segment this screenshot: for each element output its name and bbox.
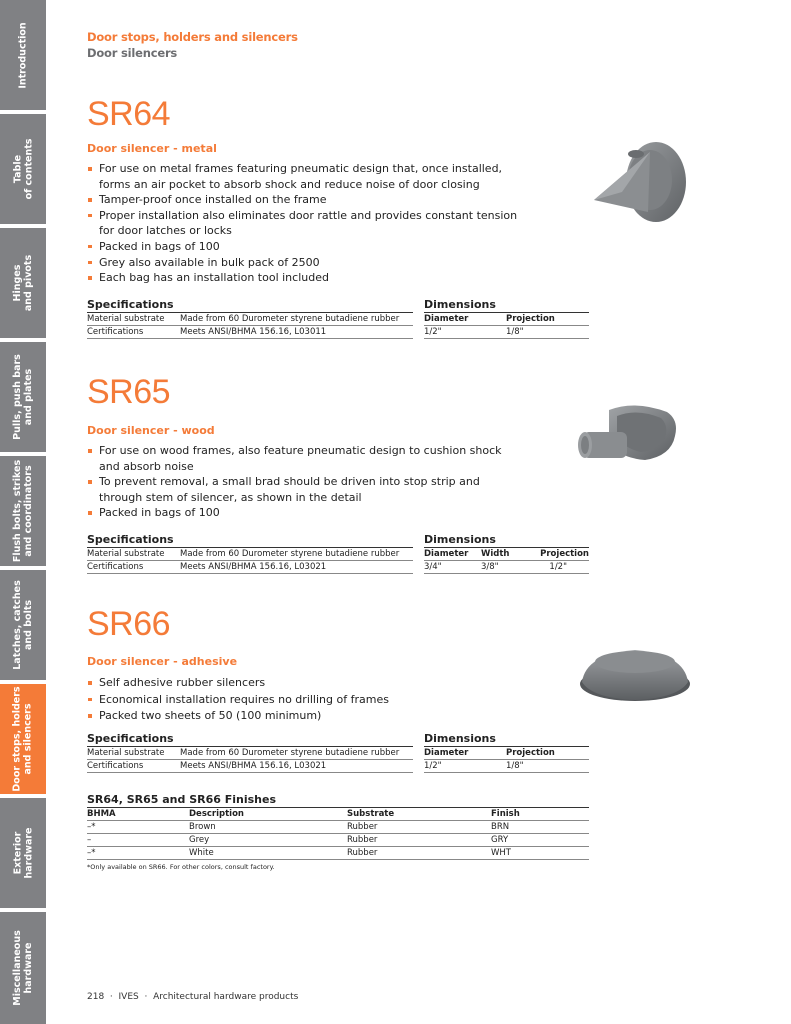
table-row [424, 548, 589, 561]
table-row [87, 808, 589, 821]
col-header: BHMA [87, 808, 189, 821]
product-sr64 [87, 96, 597, 286]
dimensions-title: Dimensions [424, 533, 589, 548]
list-item: Proper installation also eliminates door rattle and provides constant tension [87, 208, 597, 224]
list-item: through stem of silencer, as shown in the detail [99, 490, 362, 504]
sidebar-tab-exterior[interactable] [0, 798, 46, 908]
spec-label: Material substrate [87, 313, 180, 326]
sidebar-tab-label: Exterior hardware [12, 827, 35, 879]
spec-label: Certifications [87, 561, 180, 574]
spec-value: Meets ANSI/BHMA 156.16, L03021 [180, 561, 413, 574]
dimensions-sr64 [424, 298, 589, 339]
cell: Rubber [347, 821, 491, 834]
dimensions-table [424, 313, 589, 339]
footer-separator: · [141, 992, 151, 1002]
sidebar-tab-table-of-contents[interactable] [0, 114, 46, 224]
list-item: Grey also available in bulk pack of 2500 [87, 255, 597, 271]
cell: – [87, 834, 189, 847]
dim-value: 1/2" [424, 326, 506, 339]
sr66-product-image [578, 640, 693, 705]
table-row [87, 747, 413, 760]
specifications-sr64 [87, 298, 413, 339]
dimensions-title: Dimensions [424, 732, 589, 747]
cell: BRN [491, 821, 589, 834]
sidebar-tab-introduction[interactable] [0, 0, 46, 110]
specifications-sr65 [87, 533, 413, 574]
model-number: SR64 [87, 95, 171, 133]
cell: –* [87, 821, 189, 834]
list-item: Self adhesive rubber silencers [87, 675, 597, 692]
product-sr66 [87, 606, 597, 725]
sidebar-tab-pulls[interactable] [0, 342, 46, 452]
dimensions-sr66 [424, 732, 589, 773]
product-subtitle: Door silencer - metal [87, 142, 217, 155]
list-item: and absorb noise [99, 459, 194, 473]
table-row [87, 548, 413, 561]
sidebar-tab-label: Door stops, holders and silencers [12, 686, 34, 792]
dim-value: 1/8" [506, 326, 589, 339]
section-sidebar [0, 0, 46, 1024]
model-number: SR66 [87, 605, 171, 643]
cell: White [189, 847, 347, 860]
dim-header: Width [481, 548, 538, 561]
table-row [87, 561, 413, 574]
finishes-section [87, 793, 589, 871]
footer-section: Architectural hardware products [153, 992, 299, 1002]
list-item: To prevent removal, a small brad should be driven into stop strip and [87, 474, 597, 490]
table-row [87, 326, 413, 339]
spec-value: Made from 60 Durometer styrene butadiene rubber [180, 313, 413, 326]
sidebar-tab-miscellaneous[interactable] [0, 912, 46, 1024]
product-subtitle: Door silencer - adhesive [87, 655, 238, 668]
col-header: Description [189, 808, 347, 821]
sidebar-tab-label: Table of contents [12, 138, 34, 200]
dim-header: Diameter [424, 548, 481, 561]
spec-label: Material substrate [87, 548, 180, 561]
specifications-table [87, 747, 413, 773]
dim-value: 1/8" [506, 760, 589, 773]
sidebar-tab-label: Pulls, push bars and plates [12, 354, 34, 440]
dimensions-table [424, 747, 589, 773]
finishes-table [87, 808, 589, 860]
specifications-table [87, 313, 413, 339]
spec-value: Meets ANSI/BHMA 156.16, L03011 [180, 326, 413, 339]
dimensions-table [424, 548, 589, 574]
list-item: Tamper-proof once installed on the frame [87, 192, 597, 208]
table-row [87, 313, 413, 326]
list-item: for door latches or locks [99, 224, 232, 238]
dim-value: 1/2" [424, 760, 506, 773]
dim-value: 3/8" [481, 561, 538, 574]
table-row [424, 326, 589, 339]
specifications-table [87, 548, 413, 574]
table-row [87, 847, 589, 860]
dimensions-sr65 [424, 533, 589, 574]
specifications-sr66 [87, 732, 413, 773]
specifications-title: Specifications [87, 533, 413, 548]
sidebar-tab-label: Introduction [17, 21, 29, 89]
list-item: Packed two sheets of 50 (100 minimum) [87, 708, 597, 725]
dim-header: Diameter [424, 313, 506, 326]
table-row [424, 313, 589, 326]
dim-header: Projection [506, 313, 589, 326]
col-header: Substrate [347, 808, 491, 821]
table-row [424, 747, 589, 760]
spec-value: Made from 60 Durometer styrene butadiene rubber [180, 548, 413, 561]
dim-header: Projection [538, 548, 589, 561]
cell: GRY [491, 834, 589, 847]
sidebar-tab-label: Hinges and pivots [12, 254, 35, 312]
sidebar-tab-door-stops[interactable] [0, 684, 46, 794]
feature-list [87, 443, 597, 521]
spec-label: Certifications [87, 760, 180, 773]
model-number: SR65 [87, 373, 171, 411]
feature-list [87, 675, 597, 725]
dim-header: Projection [506, 747, 589, 760]
dimensions-title: Dimensions [424, 298, 589, 313]
cell: Grey [189, 834, 347, 847]
spec-label: Material substrate [87, 747, 180, 760]
page-number: 218 [87, 992, 105, 1002]
list-item: For use on wood frames, also feature pneumatic design to cushion shock [87, 443, 597, 459]
cell: Rubber [347, 847, 491, 860]
list-item: Packed in bags of 100 [87, 239, 597, 255]
spec-value: Meets ANSI/BHMA 156.16, L03021 [180, 760, 413, 773]
cell: –* [87, 847, 189, 860]
list-item: For use on metal frames featuring pneumatic design that, once installed, [87, 161, 597, 177]
table-row [424, 760, 589, 773]
specifications-title: Specifications [87, 298, 413, 313]
cell: Brown [189, 821, 347, 834]
subcategory-title: Door silencers [87, 46, 178, 60]
table-row [87, 834, 589, 847]
finishes-footnote: *Only available on SR66. For other colors, consult factory. [87, 863, 275, 871]
finishes-title: SR64, SR65 and SR66 Finishes [87, 793, 589, 808]
table-row [424, 561, 589, 574]
spec-label: Certifications [87, 326, 180, 339]
footer-brand: IVES [118, 992, 139, 1002]
sr65-product-image [575, 398, 685, 478]
dim-value: 1/2" [538, 561, 589, 574]
table-row [87, 760, 413, 773]
product-subtitle: Door silencer - wood [87, 424, 215, 437]
cell: Rubber [347, 834, 491, 847]
sidebar-tab-latches[interactable] [0, 570, 46, 680]
sidebar-tab-flush-bolts[interactable] [0, 456, 46, 566]
dim-header: Diameter [424, 747, 506, 760]
category-title: Door stops, holders and silencers [87, 30, 298, 44]
table-row [87, 821, 589, 834]
list-item: Economical installation requires no drilling of frames [87, 692, 597, 709]
sidebar-tab-label: Flush bolts, strikes and coordinators [12, 459, 35, 563]
sr64-product-image [592, 140, 692, 230]
page-footer [87, 992, 298, 1002]
product-sr65 [87, 374, 597, 521]
list-item: Packed in bags of 100 [87, 505, 597, 521]
col-header: Finish [491, 808, 589, 821]
sidebar-tab-label: Miscellaneous hardware [12, 930, 35, 1006]
sidebar-tab-label: Latches, catches and bolts [12, 580, 34, 670]
cell: WHT [491, 847, 589, 860]
list-item: Each bag has an installation tool included [87, 270, 597, 286]
dim-value: 3/4" [424, 561, 481, 574]
feature-list [87, 161, 597, 286]
list-item: forms an air pocket to absorb shock and reduce noise of door closing [99, 177, 480, 191]
sidebar-tab-hinges-pivots[interactable] [0, 228, 46, 338]
spec-value: Made from 60 Durometer styrene butadiene rubber [180, 747, 413, 760]
specifications-title: Specifications [87, 732, 413, 747]
footer-separator: · [107, 992, 116, 1002]
